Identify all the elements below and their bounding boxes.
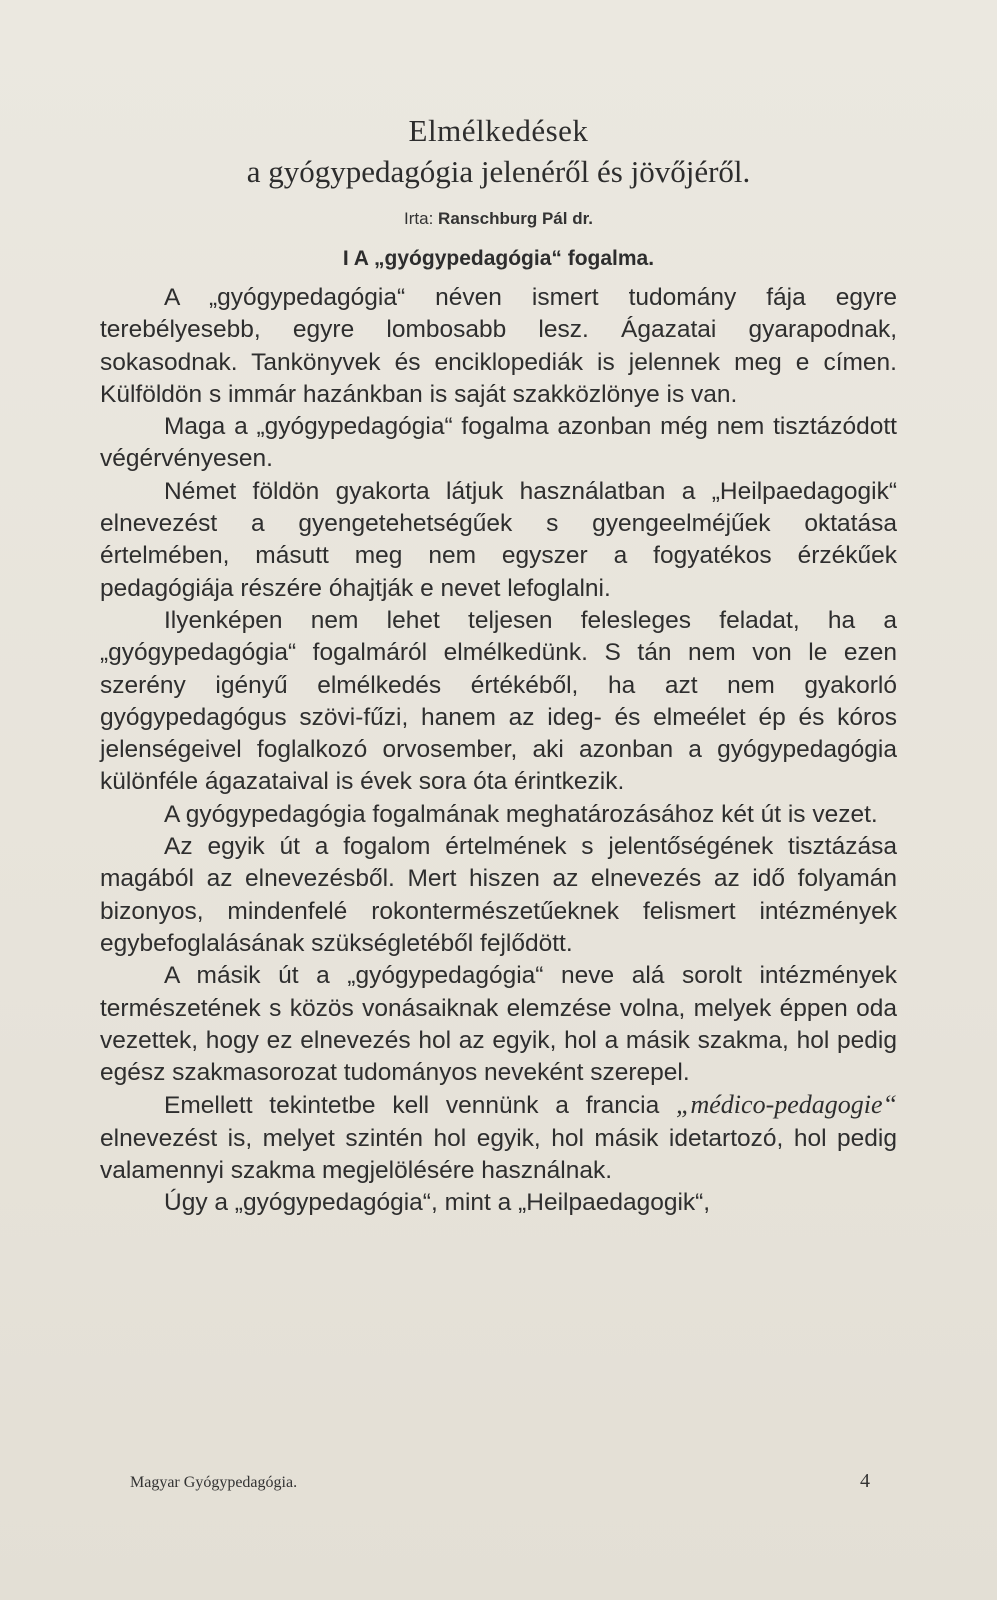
paragraph-text: elnevezést is, melyet szintén hol egyik, hol másik idetartozó, hol pedig valamennyi szakma megjelölésére használnak.	[100, 1124, 897, 1185]
page-number: 4	[860, 1470, 870, 1492]
paragraph: Ilyenképen nem lehet teljesen felesleges feladat, ha a „gyógypedagógia“ fogalmáról elmélkedünk. S tán nem von le ezen szerény igényű elmélkedés értékéből, ha azt nem gyakorló gyógypedagógus szövi-fűzi, hanem az ideg- és elmeélet ép és kóros jelenségeivel foglalkozó orvosember, aki azonban a gyógypedagógia különféle ágazataival is évek sora óta érintkezik.	[100, 606, 897, 796]
journal-name: Magyar Gyógypedagógia.	[130, 1474, 298, 1491]
article-body	[100, 282, 897, 1220]
paragraph: Maga a „gyógypedagógia“ fogalma azonban még nem tisztázódott végérvényesen.	[100, 413, 897, 473]
article-subtitle: a gyógypedagógia jelenéről és jövőjéről.	[246, 154, 751, 189]
paragraph: Az egyik út a fogalom értelmének s jelentőségének tisztázása magából az elnevezésből. Mert hiszen az elnevezés az idő folyamán bizonyos, mindenfelé rokontermészetűeknek felismert intézmények egybefoglalásának szükségletéből fejlődött.	[100, 833, 897, 957]
paragraph: A „gyógypedagógia“ néven ismert tudomány fája egyre terebélyesebb, egyre lombosabb lesz. Ágazatai gyarapodnak, sokasodnak. Tankönyvek és enciklopediák is jelennek meg e címen. Külföldön s immár hazánkban is saját szakközlönye is van.	[100, 284, 897, 408]
author-name: Ranschburg Pál dr.	[438, 209, 593, 228]
paragraph: A gyógypedagógia fogalmának meghatározásához két út is vezet.	[164, 800, 878, 828]
paragraph: Úgy a „gyógypedagógia“, mint a „Heilpaedagogik“,	[164, 1189, 711, 1217]
article-title: Elmélkedések	[408, 113, 589, 148]
article-header	[0, 112, 997, 274]
paragraph	[100, 1089, 897, 1187]
page-footer	[130, 1470, 870, 1492]
italic-term: „médico-pedagogie“	[676, 1090, 897, 1120]
paragraph-text: Emellett tekintetbe kell vennünk a francia	[164, 1092, 677, 1120]
paragraph: A másik út a „gyógypedagógia“ neve alá sorolt intézmények természetének s közös vonásaiknak elemzése volna, melyek éppen oda vezettek, hogy ez elnevezés hol az egyik, hol a másik szakma, hol pedig egész szakmasorozat tudományos neveként szerepel.	[100, 962, 897, 1087]
section-heading: I A „gyógypedagógia“ fogalma.	[342, 247, 655, 270]
author-line	[0, 208, 997, 230]
paragraph: Német földön gyakorta látjuk használatban a „Heilpaedagogik“ elnevezést a gyengetehetségűek s gyengeelméjűek oktatása értelmében, másutt meg nem egyszer a fogyatékos érzékűek pedagógiája részére óhajtják e nevet lefoglalni.	[100, 477, 897, 602]
author-prefix: Irta:	[404, 209, 434, 228]
